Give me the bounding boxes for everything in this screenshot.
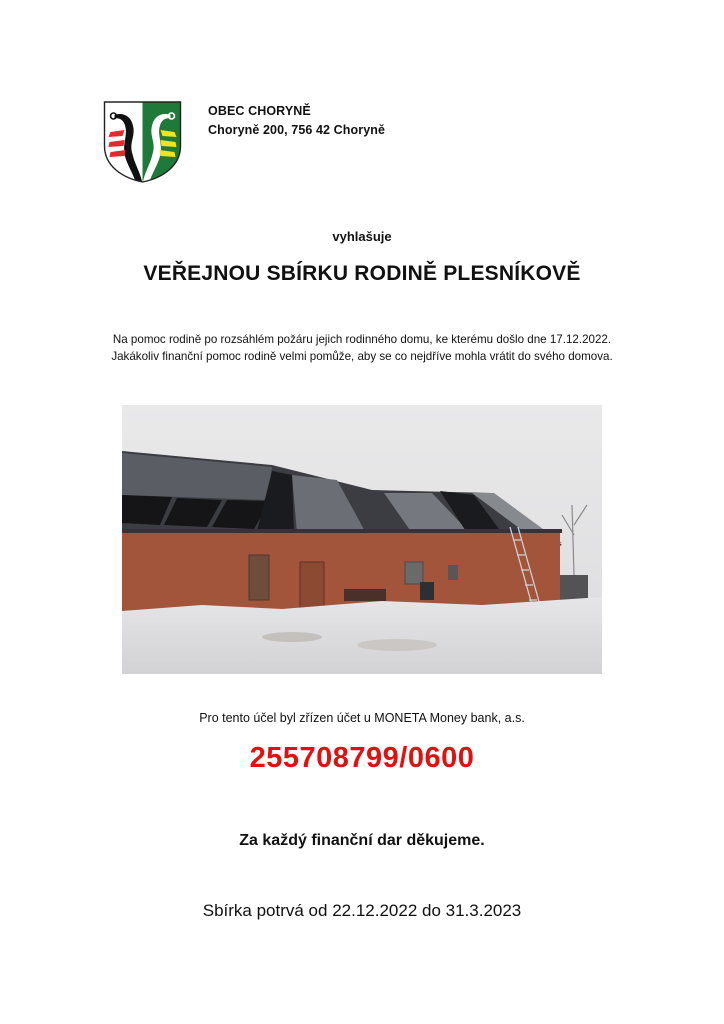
photo-bench xyxy=(344,589,386,601)
photo-wall xyxy=(122,531,560,611)
description xyxy=(60,331,664,365)
photo-window xyxy=(448,565,458,580)
account-number: 255708799/0600 xyxy=(249,742,475,774)
photo-window xyxy=(405,562,423,584)
description-line: Jakákoliv finanční pomoc rodině velmi pomůže, aby se co nejdříve mohla vrátit do svého domova. xyxy=(111,350,613,363)
photo-snow-patch xyxy=(357,639,437,651)
intro-text: vyhlašuje xyxy=(332,229,392,244)
photo-bin xyxy=(420,582,434,600)
description-line: Na pomoc rodině po rozsáhlém požáru jejich rodinného domu, ke kterému došlo dne 17.12.2022. xyxy=(112,333,612,346)
photo-door xyxy=(300,562,324,608)
photo-snow xyxy=(122,597,602,674)
org-address: Choryně 200, 756 42 Choryně xyxy=(208,123,386,137)
photo-door xyxy=(249,555,269,600)
bank-info: Pro tento účel byl zřízen účet u MONETA Money bank, a.s. xyxy=(199,711,525,725)
photo-eaves xyxy=(122,529,562,533)
collection-period: Sbírka potrvá od 22.12.2022 do 31.3.2023 xyxy=(202,901,522,920)
photo-snow-patch xyxy=(262,632,322,642)
page-title: VEŘEJNOU SBÍRKU RODINĚ PLESNÍKOVĚ xyxy=(143,262,581,285)
coat-of-arms-icon xyxy=(102,100,183,184)
thanks-text: Za každý finanční dar děkujeme. xyxy=(239,832,485,849)
burned-house-photo xyxy=(122,405,602,674)
org-name: OBEC CHORYNĚ xyxy=(208,104,311,118)
